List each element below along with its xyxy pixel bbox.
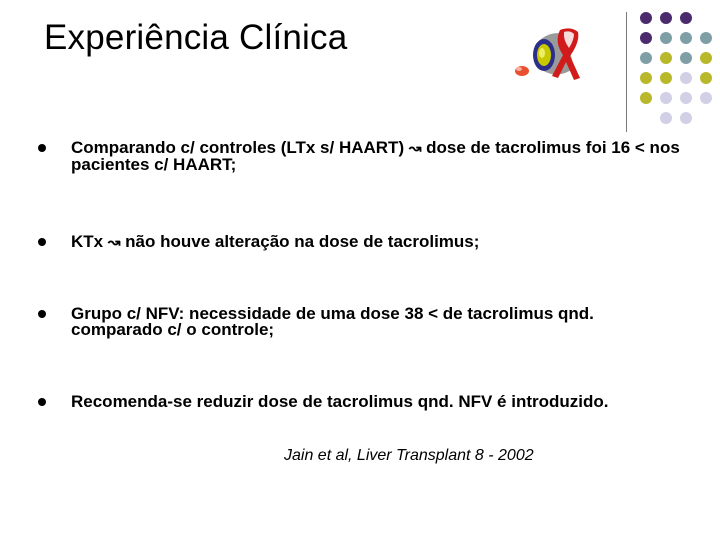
bullet-text-start: Comparando c/ controles (LTx s/ HAART) xyxy=(71,138,409,157)
bullet-text-start: Recomenda-se reduzir dose de tacrolimus qnd. NFV é introduzido. xyxy=(71,392,609,411)
bullet-dot xyxy=(38,398,46,406)
bullet-text-end: dose de tacrolimus foi 16 < nos pacientes c/ HAART; xyxy=(71,138,680,174)
divider-line xyxy=(626,12,627,132)
bullet-item xyxy=(38,394,688,410)
bullet-text xyxy=(71,394,688,410)
bullet-item xyxy=(38,306,688,338)
bullet-text-start: Grupo c/ NFV: necessidade de uma dose 38 < de tacrolimus qnd. comparado c/ o controle; xyxy=(71,304,594,339)
bullet-text xyxy=(71,306,688,338)
dot xyxy=(640,32,652,44)
bullet-dot xyxy=(38,238,46,246)
dot xyxy=(700,32,712,44)
dot xyxy=(680,32,692,44)
wavy-arrow-icon: ↝ xyxy=(408,140,422,157)
slide-title: Experiência Clínica xyxy=(44,18,348,57)
dot xyxy=(640,72,652,84)
bullet-text-end: não houve alteração na dose de tacrolimus; xyxy=(120,232,480,251)
dot xyxy=(660,112,672,124)
bullet-item xyxy=(38,140,688,173)
dot xyxy=(660,92,672,104)
dot xyxy=(660,32,672,44)
bullet-text xyxy=(71,140,688,173)
dot xyxy=(660,52,672,64)
bullet-dot xyxy=(38,310,46,318)
dot xyxy=(700,92,712,104)
bullet-text xyxy=(71,234,688,251)
bullet-text-start: KTx xyxy=(71,232,108,251)
dot xyxy=(660,12,672,24)
citation: Jain et al, Liver Transplant 8 - 2002 xyxy=(284,447,534,464)
wavy-arrow-icon: ↝ xyxy=(107,234,121,251)
dot xyxy=(680,72,692,84)
dot xyxy=(700,72,712,84)
dot xyxy=(660,72,672,84)
bullet-item xyxy=(38,234,688,251)
dot xyxy=(680,12,692,24)
dot xyxy=(640,92,652,104)
dot xyxy=(640,12,652,24)
dot xyxy=(680,52,692,64)
dot xyxy=(640,52,652,64)
dot xyxy=(680,92,692,104)
dot xyxy=(700,52,712,64)
ribbon-pill-icon xyxy=(508,22,592,84)
dot xyxy=(680,112,692,124)
bullet-dot xyxy=(38,144,46,152)
